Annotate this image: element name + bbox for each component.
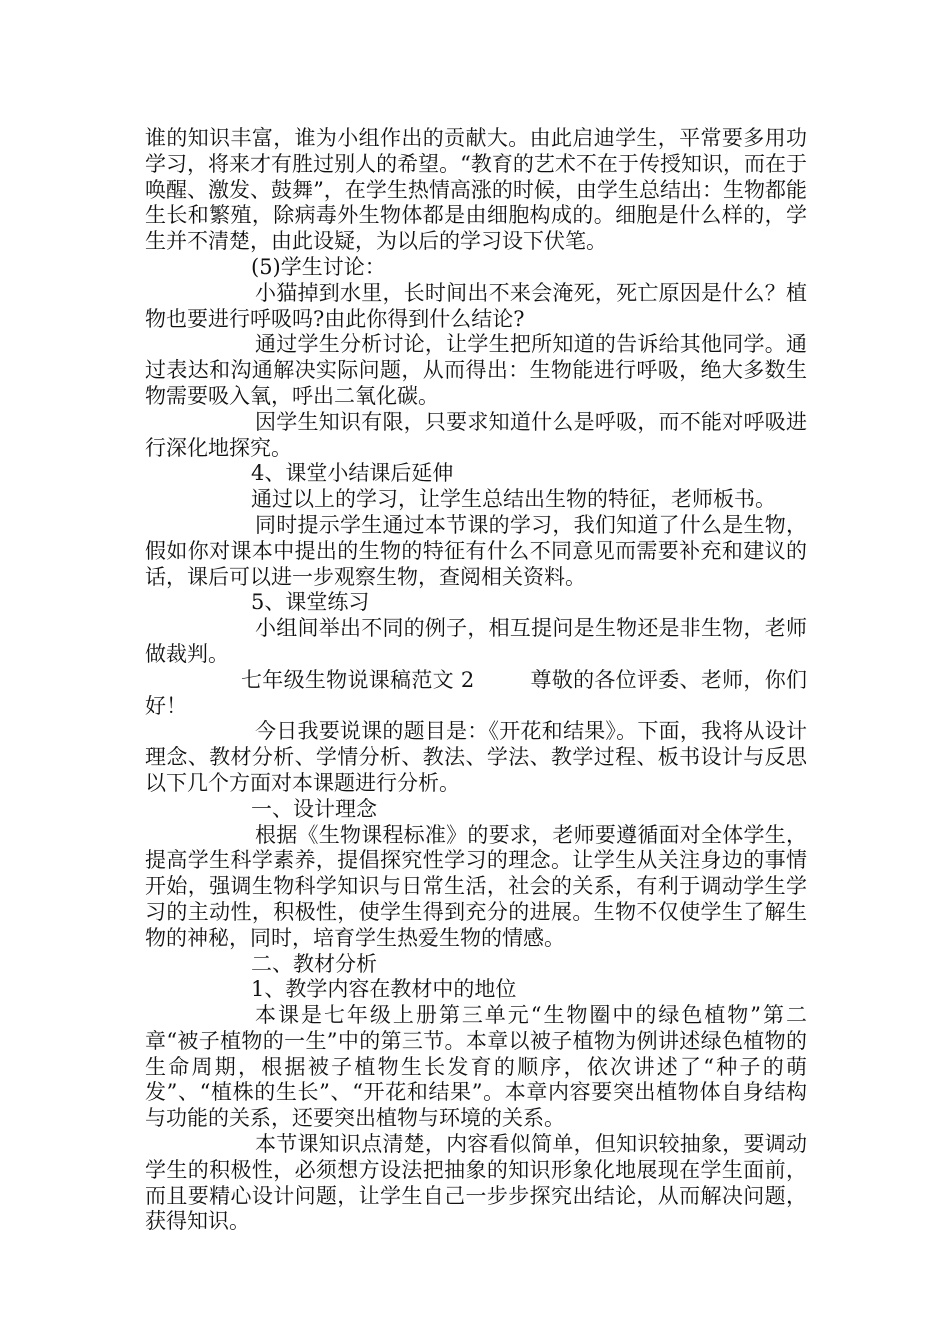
paragraph: 通过学生分析讨论，让学生把所知道的告诉给其他同学。通过表达和沟通解决实际问题，从而得出：生物能进行呼吸，绝大多数生物需要吸入氧，呼出二氧化碳。: [145, 332, 807, 408]
paragraph: 今日我要说课的题目是：《开花和结果》。下面，我将从设计理念、教材分析、学情分析、教法、学法、教学过程、板书设计与反思以下几个方面对本课题进行分析。: [145, 719, 807, 795]
paragraph: 根据《生物课程标准》的要求，老师要遵循面对全体学生，提高学生科学素养，提倡探究性学习的理念。让学生从关注身边的事情开始，强调生物科学知识与日常生活，社会的关系，有利于调动学生学习的主动性，积极性，使学生得到充分的进展。生物不仅使学生了解生物的神秘，同时，培育学生热爱生物的情感。: [145, 822, 807, 950]
paragraph: 同时提示学生通过本节课的学习，我们知道了什么是生物，假如你对课本中提出的生物的特征有什么不同意见而需要补充和建议的话，课后可以进一步观察生物，查阅相关资料。: [145, 512, 807, 589]
document-page: [145, 126, 807, 1235]
paragraph: 本节课知识点清楚，内容看似简单，但知识较抽象，要调动学生的积极性，必须想方设法把抽象的知识形象化地展现在学生面前，而且要精心设计问题，让学生自己一步步探究出结论，从而解决问题，获得知识。: [145, 1132, 807, 1234]
subsection-heading: 1、教学内容在教材中的地位: [251, 977, 517, 1002]
section-heading: 二、教材分析: [251, 951, 377, 976]
paragraph: 小组间举出不同的例子，相互提问是生物还是非生物，老师做裁判。: [145, 616, 807, 666]
paragraph: 通过以上的学习，让学生总结出生物的特征，老师板书。: [251, 487, 776, 512]
section-heading: (5)学生讨论：: [251, 254, 386, 279]
paragraph: 因学生知识有限，只要求知道什么是呼吸，而不能对呼吸进行深化地探究。: [145, 409, 807, 460]
document-title: 七年级生物说课稿范文 2: [241, 667, 475, 692]
paragraph: 小猫掉到水里，长时间出不来会淹死，死亡原因是什么？植物也要进行呼吸吗?由此你得到什么结论?: [145, 280, 807, 331]
greeting: 尊敬的各位评委、老师，你们好！: [145, 667, 807, 718]
paragraph: 本课是七年级上册第三单元“生物圈中的绿色植物”第二章“被子植物的一生”中的第三节。本章以被子植物为例讲述绿色植物的生命周期，根据被子植物生长发育的顺序，依次讲述了“种子的萌发”、“植株的生长”、“开花和结果”。本章内容要突出植物体自身结构与功能的关系，还要突出植物与环境的关系。: [145, 1003, 807, 1131]
section-heading: 一、设计理念: [251, 796, 377, 821]
paragraph: 谁的知识丰富，谁为小组作出的贡献大。由此启迪学生，平常要多用功学习，将来才有胜过别人的希望。“教育的艺术不在于传授知识，而在于唤醒、激发、鼓舞”，在学生热情高涨的时候，由学生总结出：生物都能生长和繁殖，除病毒外生物体都是由细胞构成的。细胞是什么样的，学生并不清楚，由此设疑，为以后的学习设下伏笔。: [145, 126, 807, 254]
document-title-line: [145, 668, 807, 720]
section-heading: 5、课堂练习: [251, 590, 370, 615]
section-heading: 4、课堂小结课后延伸: [251, 461, 454, 486]
